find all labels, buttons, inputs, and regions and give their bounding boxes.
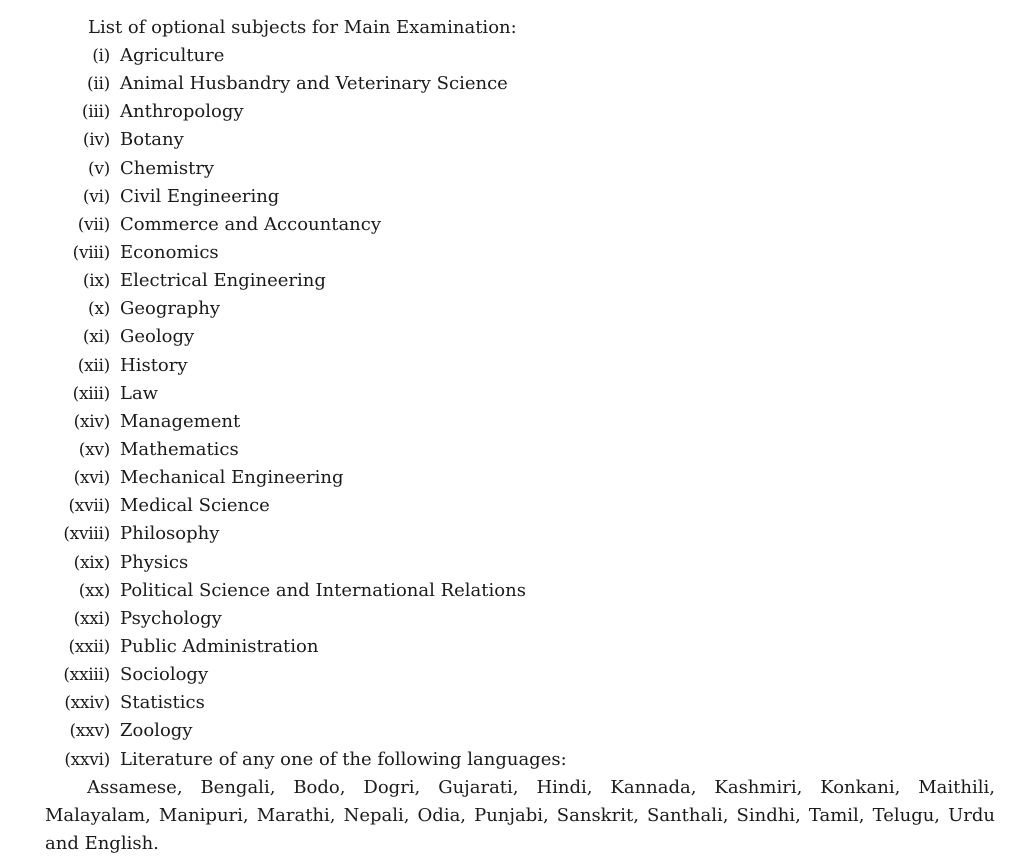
list-item-subject: Agriculture [120,45,225,66]
list-item-subject: Psychology [120,607,222,629]
list-item-subject: Literature of any one of the following languages: [120,748,567,770]
list-item-numeral: (x) [88,299,110,320]
list-item-subject: Mechanical Engineering [120,467,344,489]
list-item [0,42,1024,70]
list-item-subject: Philosophy [120,523,220,545]
list-item-numeral: (i) [92,46,110,66]
list-item-subject: Botany [120,129,184,151]
list-item [0,211,1024,239]
list-item-subject: Electrical Engineering [120,270,326,292]
list-item [0,633,1024,661]
list-item [0,661,1024,689]
list-item [0,577,1024,605]
list-item [0,746,1024,774]
list-item-numeral: (ix) [82,271,110,292]
list-item [0,689,1024,717]
list-item [0,323,1024,351]
list-item [0,126,1024,154]
list-item [0,605,1024,633]
list-item [0,520,1024,548]
list-item-subject: Anthropology [120,101,244,123]
list-item-numeral: (xx) [78,580,110,601]
list-item [0,98,1024,126]
list-item-subject: Statistics [120,692,205,714]
list-item-numeral: (iv) [82,130,110,151]
list-item [0,717,1024,745]
list-item [0,70,1024,98]
list-item-numeral: (xiv) [73,411,110,432]
list-heading: List of optional subjects for Main Examination: [88,17,517,38]
list-item [0,464,1024,492]
list-item [0,549,1024,577]
languages-paragraph: Assamese, Bengali, Bodo, Dogri, Gujarati, Hindi, Kannada, Kashmiri, Konkani, Maithili, Malayalam, Manipuri, Marathi, Nepali, Odia, Punjabi, Sanskrit, Santhali, Sindhi, Tamil, Telugu, Urdu and English. [45,777,995,854]
list-item [0,352,1024,380]
list-item-numeral: (xxii) [68,636,110,657]
list-item-numeral: (viii) [72,242,110,263]
list-item-numeral: (xv) [78,439,110,460]
list-item [0,380,1024,408]
list-item-numeral: (xii) [77,355,110,376]
list-item-numeral: (xvi) [73,468,110,489]
list-item [0,155,1024,183]
list-item-subject: Medical Science [120,495,270,517]
list-item-numeral: (iii) [81,102,110,123]
list-item-subject: Geology [120,326,195,348]
list-item-subject: Economics [120,241,219,263]
list-item-numeral: (vii) [77,214,110,235]
list-item-numeral: (xxi) [73,608,110,629]
list-item [0,295,1024,323]
list-item [0,239,1024,267]
list-item-subject: Political Science and International Relations [120,579,526,601]
list-item-numeral: (xiii) [72,383,110,404]
list-item-subject: Sociology [120,664,209,686]
list-item-numeral: (vi) [82,186,110,207]
list-item-subject: Physics [120,551,189,573]
list-item-subject: Animal Husbandry and Veterinary Science [120,73,508,95]
list-item [0,436,1024,464]
list-item-numeral: (xxv) [69,721,110,742]
list-item-numeral: (xi) [82,327,110,348]
list-item-subject: Civil Engineering [120,185,280,207]
list-item-subject: Law [120,382,159,404]
list-item [0,183,1024,211]
list-item-subject: Chemistry [120,157,215,179]
list-item-subject: Commerce and Accountancy [120,213,382,235]
list-item-subject: Mathematics [120,438,239,460]
list-item-subject: Management [120,410,241,432]
list-item-numeral: (xvii) [68,496,110,517]
list-item-numeral: (xxiv) [64,693,110,714]
list-item-numeral: (xxvi) [64,749,110,770]
list-item-numeral: (ii) [87,74,110,95]
list-item [0,408,1024,436]
optional-subjects-list [0,42,1024,774]
list-item [0,492,1024,520]
list-item-numeral: (xviii) [63,524,110,545]
list-item-subject: Public Administration [120,635,319,657]
list-item-numeral: (xxiii) [63,665,110,686]
list-item-numeral: (v) [88,158,110,179]
list-item [0,267,1024,295]
list-item-numeral: (xix) [73,552,110,573]
list-item-subject: History [120,354,188,376]
list-item-subject: Zoology [120,720,193,742]
list-item-subject: Geography [120,298,221,320]
